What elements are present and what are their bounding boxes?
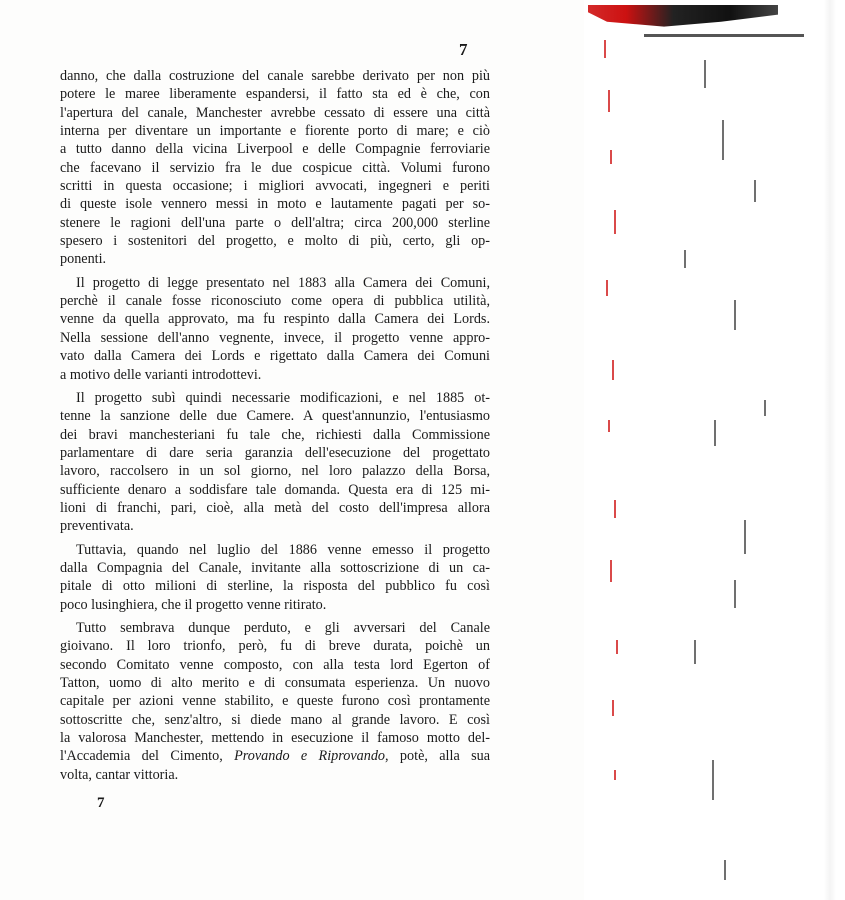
red-ink-speck [610, 560, 612, 582]
text-line: capitale per azioni venne stabilito, e queste furono così prontamente [60, 693, 490, 710]
text-line: vato dalla Camera dei Lords e rigettato dalla Camera dei Comuni [60, 348, 490, 365]
paragraph [60, 619, 490, 784]
red-ink-speck [608, 90, 610, 112]
text-line: a motivo delle varianti introdottevi. [60, 366, 262, 383]
text-line: pitale di otto milioni di sterline, la risposta del pubblico fu così [60, 578, 490, 595]
text-line: ponenti. [60, 251, 107, 268]
text-line: l'Accademia del Cimento, Provando e Riprovando, potè, alla sua [60, 748, 491, 765]
red-ink-speck [614, 500, 616, 518]
text-line: venne da quella approvato, ma fu respinto dalla Camera dei Lords. [60, 311, 490, 328]
ink-speck [764, 400, 766, 416]
ink-speck [694, 640, 696, 664]
paragraph [60, 541, 490, 614]
text-line: sufficiente denaro a soddisfare tale domanda. Questa era di 125 mi- [60, 481, 490, 498]
text-line: la valorosa Manchester, mettendo in esecuzione il famoso motto del- [60, 730, 490, 747]
text-line: volta, cantar vittoria. [60, 766, 179, 783]
text-line: che facevano il servizio fra le due cospicue città. Volumi furono [60, 159, 490, 176]
text-line: poco lusinghiera, che il progetto venne ritirato. [60, 596, 327, 613]
red-ink-speck [612, 360, 614, 380]
ink-speck [734, 300, 736, 330]
text-line: danno, che dalla costruzione del canale sarebbe derivato per non più [60, 68, 490, 84]
text-line: dalla Compagnia del Canale, invitante alla sottoscrizione di un ca- [60, 559, 490, 576]
ink-speck [714, 420, 716, 446]
text-line: Tatton, uomo di alto merito e di consumata esperienza. Un nuovo [60, 675, 490, 691]
facing-page-bleed [584, 0, 845, 900]
text-line: gioivano. Il loro trionfo, però, fu di breve durata, poichè un [60, 638, 490, 655]
red-ink-speck [612, 700, 614, 716]
text-line: Tuttavia, quando nel luglio del 1886 venne emesso il progetto [76, 541, 490, 558]
ink-speck [712, 760, 714, 800]
text-line: sottoscritte che, senz'altro, si diede mano al grande lavoro. E così [60, 711, 490, 728]
red-ink-speck [610, 150, 612, 164]
ink-speck [754, 180, 756, 202]
paragraph [60, 67, 490, 269]
text-line: l'apertura del canale, Manchester avrebbe cessato di essere una città [60, 104, 490, 121]
red-ink-speck [614, 210, 616, 234]
text-line: preventivata. [60, 518, 134, 535]
ink-speck [724, 860, 726, 880]
page-number: 7 [459, 40, 468, 59]
text-line: dei bravi manchesteriani fu tale che, richiesti dalla Commissione [60, 426, 490, 443]
text-line: stenere le ragioni dell'una parte o dell'altra; circa 200,000 sterline [60, 214, 490, 231]
text-line: parlamentare di dare seria garanzia dell'esecuzione del progettato [60, 444, 490, 461]
text-line: lavoro, raccolsero in un sol giorno, nel loro palazzo della Borsa, [60, 463, 490, 480]
ink-speck [704, 60, 706, 88]
text-line: Il progetto di legge presentato nel 1883 alla Camera dei Comuni, [76, 274, 490, 291]
paragraph [60, 274, 490, 384]
red-ink-speck [604, 40, 606, 58]
paragraph [60, 389, 490, 536]
text-line: interna per diventare un importante e fiorente porto di mare; e ciò [60, 123, 490, 140]
text-line: scritti in questa occasione; i migliori avvocati, ingegneri e periti [60, 178, 490, 195]
ink-speck [684, 250, 686, 268]
text-line: Il progetto subì quindi necessarie modificazioni, e nel 1885 ot- [76, 389, 490, 406]
body-text [60, 67, 490, 789]
text-line: Nella sessione dell'anno vegnente, invece, il progetto venne appro- [60, 329, 490, 346]
ink-speck [744, 520, 746, 554]
text-line: di queste isole vennero messi in moto e lautamente pagati per so- [60, 196, 490, 213]
printer-signature-mark: 7 [97, 795, 105, 811]
bleed-ink-smear [588, 5, 778, 29]
red-ink-speck [608, 420, 610, 432]
red-ink-speck [616, 640, 618, 654]
red-ink-speck [606, 280, 608, 296]
text-line: tenne la sanzione delle due Camere. A quest'annunzio, l'entusiasmo [60, 408, 490, 425]
text-line: lioni di franchi, pari, cioè, alla metà del costo dell'impresa allora [60, 499, 490, 516]
text-line: secondo Comitato venne composto, con alla testa lord Egerton of [60, 656, 490, 673]
text-line: potere le maree liberamente espandersi, il fatto sta ed è che, con [60, 86, 490, 103]
page-edge [824, 0, 836, 900]
ink-speck [734, 580, 736, 608]
bleed-rule [644, 34, 804, 37]
text-line: spesero i sostenitori del progetto, e molto di più, certo, gli op- [60, 233, 490, 250]
text-line: Tutto sembrava dunque perduto, e gli avversari del Canale [76, 619, 490, 636]
red-ink-speck [614, 770, 616, 780]
ink-speck [722, 120, 724, 160]
text-line: perchè il canale fosse riconosciuto come opera di pubblica utilità, [60, 293, 490, 310]
text-line: a tutto danno della vicina Liverpool e delle Compagnie ferroviarie [60, 141, 490, 158]
